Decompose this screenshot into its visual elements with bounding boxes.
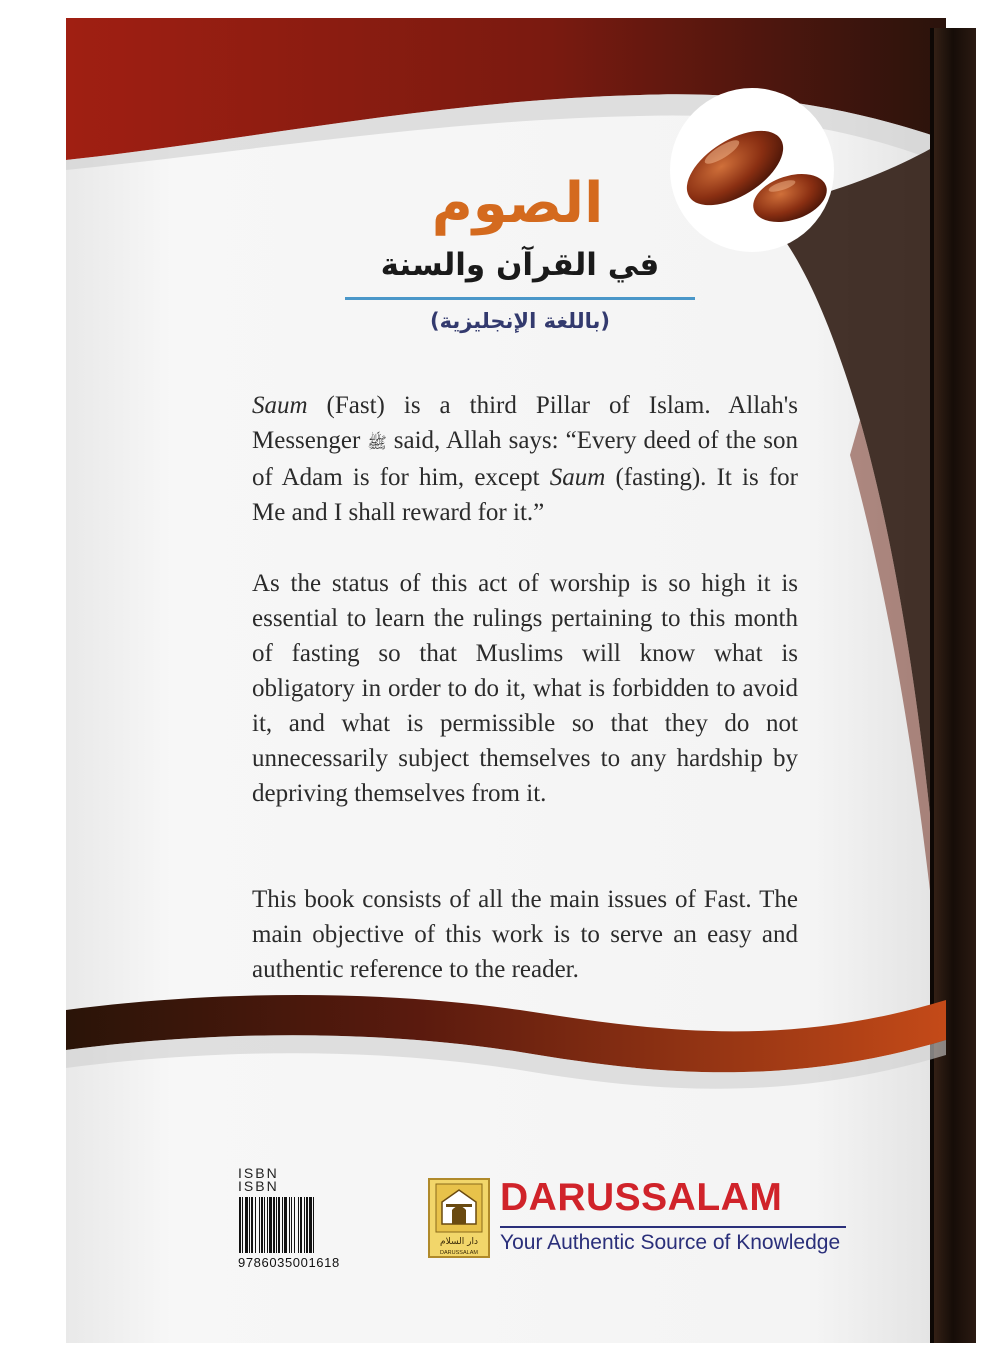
barcode-bar: [304, 1197, 305, 1253]
barcode-bar: [249, 1197, 250, 1253]
barcode-bar: [245, 1197, 248, 1253]
barcode-bar: [267, 1197, 268, 1253]
italic-term: Saum: [549, 464, 606, 491]
barcode-bar: [306, 1197, 308, 1253]
isbn-label: ISBN: [238, 1178, 279, 1194]
italic-term: Saum: [252, 392, 308, 419]
barcode-bar: [269, 1197, 272, 1253]
publisher-divider: [500, 1226, 846, 1228]
blurb-text: (Fast) is a third Pillar of Islam. Allah's Messenger: [252, 392, 798, 454]
barcode-bar: [259, 1197, 260, 1253]
publisher-name: DARUSSALAM: [500, 1176, 783, 1219]
barcode-bar: [255, 1197, 256, 1253]
emblem-english-text: DARUSSALAM: [440, 1250, 478, 1256]
barcode-bar: [294, 1197, 295, 1253]
barcode-bar: [300, 1197, 302, 1253]
barcode-bar: [298, 1197, 299, 1253]
blurb-text: (fasting). It is for Me and I shall reward for it.”: [252, 464, 798, 526]
blurb-paragraph-3: This book consists of all the main issues of Fast. The main objective of this work is to serve an easy and authentic reference to the reader.: [252, 886, 798, 983]
subtitle-arabic: في القرآن والسنة: [380, 247, 660, 283]
barcode-bar: [291, 1197, 292, 1253]
barcode-bar: [239, 1197, 241, 1253]
barcode-bar: [289, 1197, 290, 1253]
barcode-bar: [278, 1197, 280, 1253]
barcode-bar: [264, 1197, 265, 1253]
barcode-bar: [284, 1197, 287, 1253]
isbn-block: [238, 1167, 338, 1270]
barcode: [238, 1197, 336, 1253]
barcode-bar: [282, 1197, 283, 1253]
barcode-bar: [261, 1197, 263, 1253]
barcode-bar: [273, 1197, 275, 1253]
barcode-bar: [276, 1197, 277, 1253]
blurb-paragraph-2: As the status of this act of worship is so high it is essential to learn the rulings pertaining to this month of fasting so that Muslims will know what is obligatory in order to do it, what is forbidden to avoid it, and what is permissible so that they do not unnecessarily subject themselves to any hardship by depriving themselves from it.: [252, 570, 798, 807]
publisher-tagline: Your Authentic Source of Knowledge: [500, 1231, 841, 1254]
honorific-symbol: ﷺ: [367, 433, 387, 452]
barcode-bar: [313, 1197, 314, 1253]
language-note-arabic: (باللغة الإنجليزية): [429, 309, 610, 333]
blurb-text: said, Allah says: “Every deed of the son of Adam is for him, except: [252, 427, 798, 491]
emblem-arabic-text: دار السلام: [440, 1237, 478, 1247]
publisher-logo-icon: [428, 1178, 490, 1258]
isbn-label: ISBN: [238, 1165, 279, 1181]
barcode-bar: [242, 1197, 243, 1253]
title-divider: [345, 297, 695, 300]
blurb-paragraph-1: [252, 388, 798, 530]
title-arabic: الصوم: [431, 171, 604, 236]
barcode-bar: [251, 1197, 253, 1253]
barcode-bar: [309, 1197, 312, 1253]
isbn-number: 9786035001618: [238, 1255, 340, 1270]
